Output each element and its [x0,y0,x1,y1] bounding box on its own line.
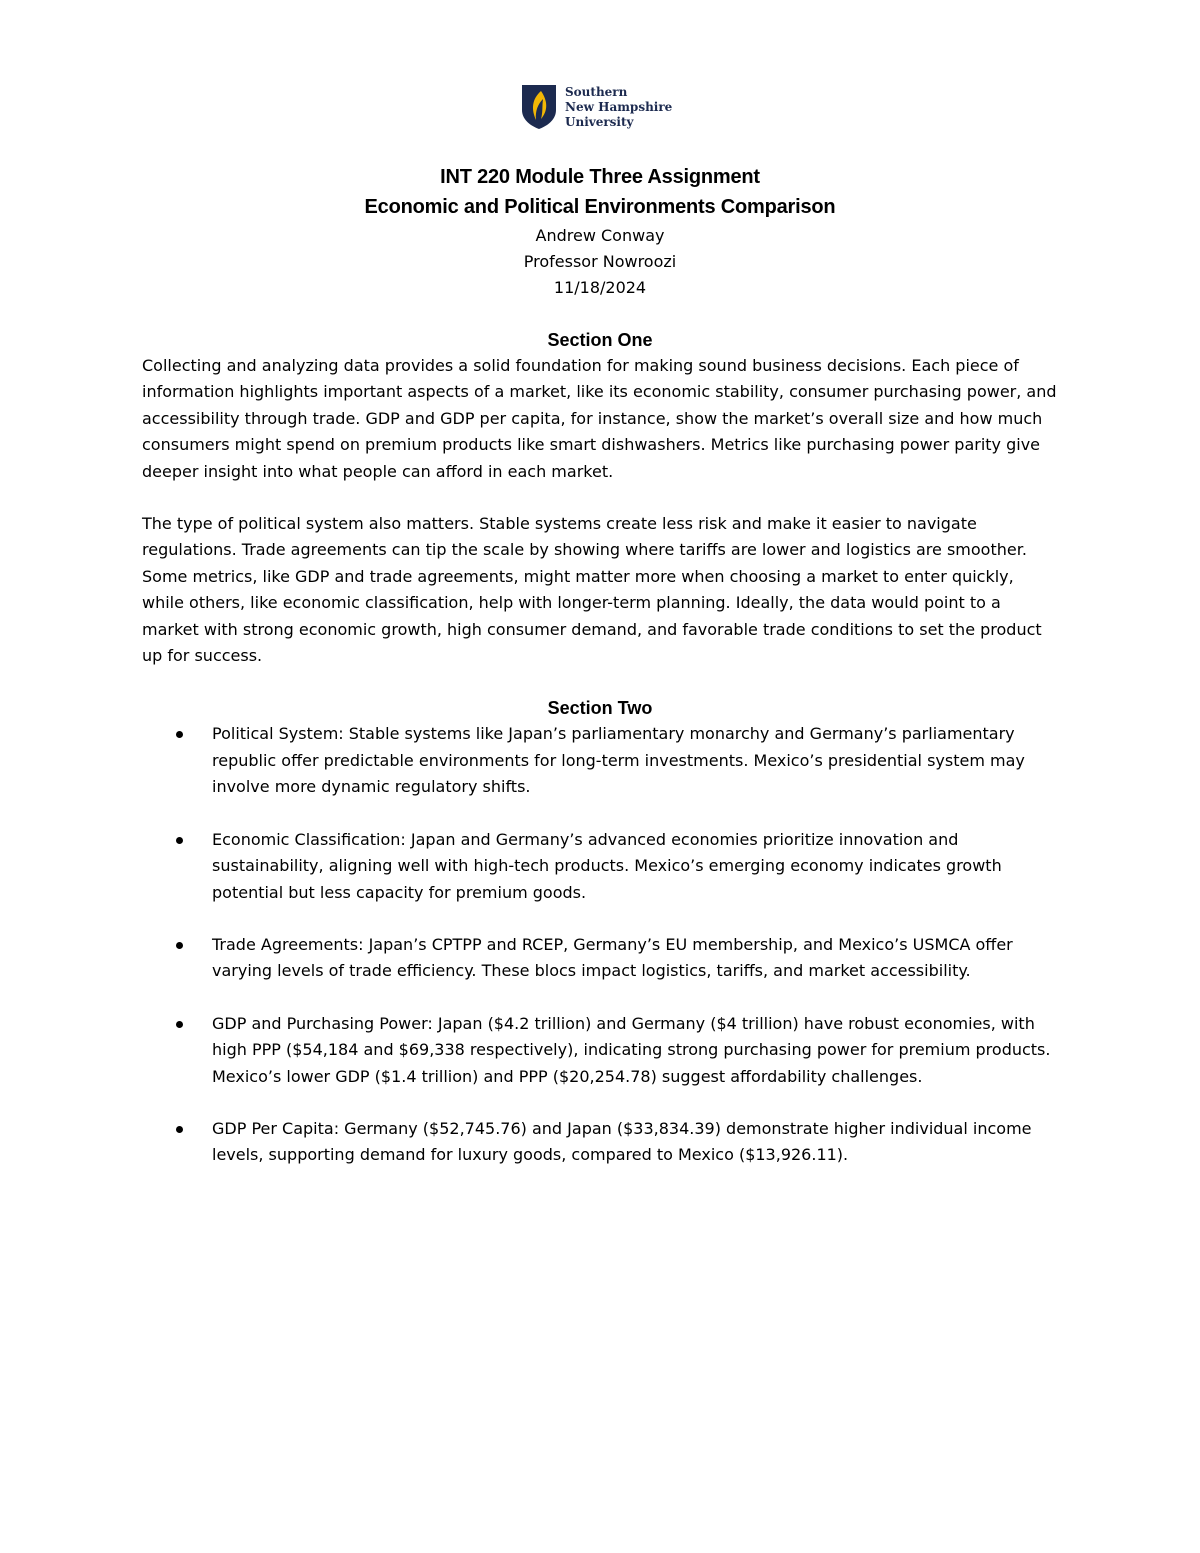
bullet-icon [176,837,183,844]
author-name: Andrew Conway [535,226,665,245]
list-item-text: GDP Per Capita: Germany ($52,745.76) and Japan ($33,834.39) demonstrate higher individual income levels, supporting demand for luxury goods, compared to Mexico ($13,926.11). [212,1118,1032,1165]
list-item [142,721,1058,800]
bullet-icon [176,1126,183,1133]
logo-line-1: Southern [565,85,628,99]
logo-line-3: University [565,115,634,129]
list-item [142,932,1058,985]
title-line-1: INT 220 Module Three Assignment [440,166,760,188]
list-item [142,1011,1058,1090]
section-one-paragraph-1: Collecting and analyzing data provides a solid foundation for making sound business decisions. Each piece of information highlights important aspects of a market, like its economic stability, consumer purchasing power, and accessibility through trade. GDP and GDP per capita, for instance, show the market’s overall size and how much consumers might spend on premium products like smart dishwashers. Metrics like purchasing power parity give deeper insight into what people can afford in each market. [142,356,1057,481]
document-body [142,327,1058,1169]
list-item [142,1116,1058,1169]
shield-flame-icon [521,84,557,130]
logo-wordmark [565,85,672,130]
section-two-bullet-list [142,721,1058,1168]
list-item-text: Trade Agreements: Japan’s CPTPP and RCEP, Germany’s EU membership, and Mexico’s USMCA offer varying levels of trade efficiency. These blocs impact logistics, tariffs, and market accessibility. [212,934,1013,981]
document-header [0,162,1200,301]
logo-line-2: New Hampshire [565,100,673,114]
title-line-2: Economic and Political Environments Comparison [364,196,836,218]
list-item-text: Economic Classification: Japan and Germany’s advanced economies prioritize innovation and sustainability, aligning well with high-tech products. Mexico’s emerging economy indicates growth potential but less capacity for premium goods. [212,829,1002,902]
section-two-heading: Section Two [547,698,653,719]
bullet-icon [176,731,183,738]
list-item-text: Political System: Stable systems like Japan’s parliamentary monarchy and Germany’s parliamentary republic offer predictable environments for long-term investments. Mexico’s presidential system may involve more dynamic regulatory shifts. [212,724,1025,797]
snhu-logo [521,84,691,132]
bullet-icon [176,942,183,949]
bullet-icon [176,1021,183,1028]
submission-date: 11/18/2024 [553,278,647,297]
list-item-text: GDP and Purchasing Power: Japan ($4.2 trillion) and Germany ($4 trillion) have robust economies, with high PPP ($54,184 and $69,338 respectively), indicating strong purchasing power for premium products. Mexico’s lower GDP ($1.4 trillion) and PPP ($20,254.78) suggest affordability challenges. [212,1013,1051,1086]
list-item [142,827,1058,906]
section-one-paragraph-2: The type of political system also matters. Stable systems create less risk and make it easier to navigate regulations. Trade agreements can tip the scale by showing where tariffs are lower and logistics are smoother. Some metrics, like GDP and trade agreements, might matter more when choosing a market to enter quickly, while others, like economic classification, help with longer-term planning. Ideally, the data would point to a market with strong economic growth, high consumer demand, and favorable trade conditions to set the product up for success. [142,514,1042,666]
section-one-heading: Section One [547,330,653,350]
professor-name: Professor Nowroozi [523,252,677,271]
